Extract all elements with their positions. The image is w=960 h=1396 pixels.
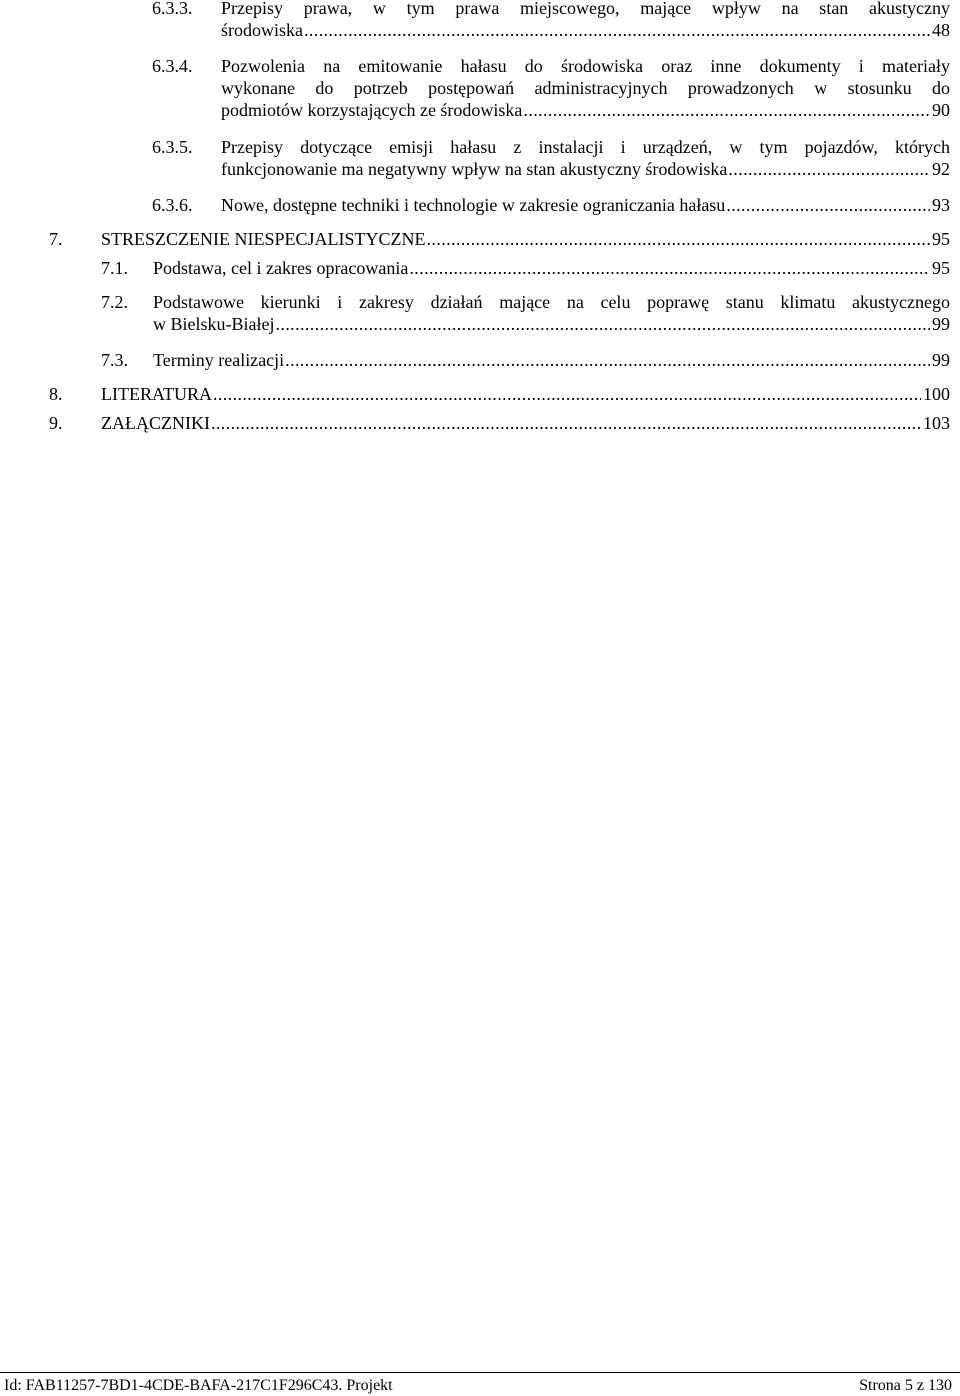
- toc-entry-number: 6.3.3.: [152, 0, 193, 18]
- toc-dot-leader: [427, 228, 930, 250]
- footer-divider: [0, 1372, 960, 1373]
- toc-entry-9[interactable]: [49, 412, 950, 434]
- toc-entry-title-line: Podstawowe kierunki i zakresy działań mające na celu poprawę stanu klimatu akustycznego: [153, 292, 950, 312]
- toc-entry-title-line: wykonane do potrzeb postępowań administracyjnych prowadzonych w stosunku do: [221, 78, 950, 98]
- toc-entry-title: funkcjonowanie ma negatywny wpływ na stan akustyczny środowiska: [221, 159, 728, 179]
- toc-page-number: 100: [923, 384, 950, 404]
- toc-entry-7-3[interactable]: [101, 349, 950, 371]
- toc-page-number: 99: [932, 314, 950, 334]
- toc-entry-7-2[interactable]: [101, 291, 950, 335]
- toc-entry-title: ZAŁĄCZNIKI: [101, 413, 210, 433]
- toc-entry-number: 7.2.: [101, 292, 128, 312]
- toc-dot-leader: [728, 158, 930, 180]
- toc-page-number: 90: [932, 100, 950, 120]
- toc-entry-6-3-5[interactable]: [152, 136, 950, 180]
- toc-page-number: 48: [932, 20, 950, 40]
- footer-page-indicator: Strona 5 z 130: [859, 1377, 952, 1394]
- toc-dot-leader: [285, 349, 930, 371]
- toc-entry-title: LITERATURA: [101, 384, 212, 404]
- toc-dot-leader: [213, 383, 921, 405]
- toc-dot-leader: [523, 99, 930, 121]
- toc-entry-title: Nowe, dostępne techniki i technologie w zakresie ograniczania hałasu: [221, 195, 726, 215]
- toc-entry-title-line: Przepisy dotyczące emisji hałasu z instalacji i urządzeń, w tym pojazdów, których: [221, 137, 950, 157]
- toc-page-number: 93: [932, 195, 950, 215]
- toc-page-number: 99: [932, 350, 950, 370]
- toc-page-number: 103: [923, 413, 950, 433]
- toc-page-number: 95: [932, 229, 950, 249]
- toc-entry-6-3-4[interactable]: [152, 55, 950, 121]
- toc-entry-6-3-6[interactable]: [152, 194, 950, 216]
- toc-entry-title: w Bielsku-Białej: [153, 314, 275, 334]
- toc-entry-title: podmiotów korzystających ze środowiska: [221, 100, 523, 120]
- toc-dot-leader: [211, 412, 921, 434]
- toc-entry-number: 6.3.4.: [152, 56, 193, 76]
- toc-entry-8[interactable]: [49, 383, 950, 405]
- toc-entry-title: STRESZCZENIE NIESPECJALISTYCZNE: [101, 229, 426, 249]
- toc-entry-6-3-3[interactable]: [152, 0, 950, 41]
- toc-entry-number: 8.: [49, 384, 63, 404]
- toc-entry-number: 7.1.: [101, 258, 128, 278]
- toc-dot-leader: [409, 257, 930, 279]
- toc-entry-title-line: Przepisy prawa, w tym prawa miejscowego, mające wpływ na stan akustyczny: [221, 0, 950, 18]
- toc-entry-number: 7.3.: [101, 350, 128, 370]
- toc-entry-number: 7.: [49, 229, 63, 249]
- toc-entry-title-line: Pozwolenia na emitowanie hałasu do środowiska oraz inne dokumenty i materiały: [221, 56, 950, 76]
- toc-dot-leader: [275, 313, 930, 335]
- toc-entry-number: 9.: [49, 413, 63, 433]
- toc-entry-7-1[interactable]: [101, 257, 950, 279]
- footer-document-id: Id: FAB11257-7BD1-4CDE-BAFA-217C1F296C43. Projekt: [4, 1377, 393, 1394]
- toc-entry-title: Terminy realizacji: [153, 350, 285, 370]
- toc-dot-leader: [726, 194, 930, 216]
- toc-dot-leader: [304, 19, 930, 41]
- toc-entry-number: 6.3.6.: [152, 195, 193, 215]
- toc-page-number: 92: [932, 159, 950, 179]
- toc-page-number: 95: [932, 258, 950, 278]
- toc-entry-7[interactable]: [49, 228, 950, 250]
- toc-entry-title: Podstawa, cel i zakres opracowania: [153, 258, 409, 278]
- toc-entry-title: środowiska: [221, 20, 303, 40]
- toc-entry-number: 6.3.5.: [152, 137, 193, 157]
